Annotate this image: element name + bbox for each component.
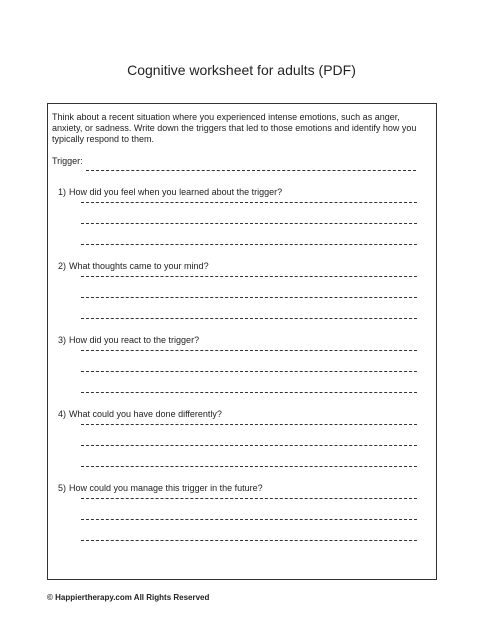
answer-3-line-3[interactable] <box>81 392 417 393</box>
question-1 <box>52 187 282 197</box>
question-4-number: 4) <box>57 409 66 419</box>
answer-2-line-2[interactable] <box>81 297 417 298</box>
question-2-number: 2) <box>57 261 66 271</box>
question-5-text: How could you manage this trigger in the future? <box>69 483 263 493</box>
question-2-text: What thoughts came to your mind? <box>69 261 209 271</box>
answer-1-line-1[interactable] <box>81 202 417 203</box>
answer-5-line-1[interactable] <box>81 498 417 499</box>
question-1-text: How did you feel when you learned about the trigger? <box>69 187 283 197</box>
answer-4-line-2[interactable] <box>81 445 417 446</box>
question-2 <box>52 261 209 271</box>
trigger-label: Trigger: <box>52 156 83 166</box>
question-4 <box>52 409 222 419</box>
answer-2-line-3[interactable] <box>81 318 417 319</box>
answer-3-line-2[interactable] <box>81 371 417 372</box>
question-3-text: How did you react to the trigger? <box>69 335 200 345</box>
answer-4-line-3[interactable] <box>81 466 417 467</box>
answer-5-line-2[interactable] <box>81 519 417 520</box>
answer-3-line-1[interactable] <box>81 350 417 351</box>
trigger-answer-line[interactable] <box>86 170 416 171</box>
copyright-footer: © Happiertherapy.com All Rights Reserved <box>47 593 210 602</box>
intro-text: Think about a recent situation where you experienced intense emotions, such as anger, anxiety, or sadness. Write down the triggers that led to those emotions and identify how you typically respond to them. <box>52 112 417 144</box>
worksheet-box <box>47 103 437 580</box>
question-3-number: 3) <box>57 335 66 345</box>
answer-1-line-2[interactable] <box>81 223 417 224</box>
question-5 <box>52 483 263 493</box>
answer-5-line-3[interactable] <box>81 540 417 541</box>
question-1-number: 1) <box>57 187 66 197</box>
question-3 <box>52 335 199 345</box>
answer-4-line-1[interactable] <box>81 424 417 425</box>
page-title: Cognitive worksheet for adults (PDF) <box>127 62 356 78</box>
answer-1-line-3[interactable] <box>81 244 417 245</box>
question-4-text: What could you have done differently? <box>69 409 222 419</box>
question-5-number: 5) <box>57 483 66 493</box>
answer-2-line-1[interactable] <box>81 276 417 277</box>
